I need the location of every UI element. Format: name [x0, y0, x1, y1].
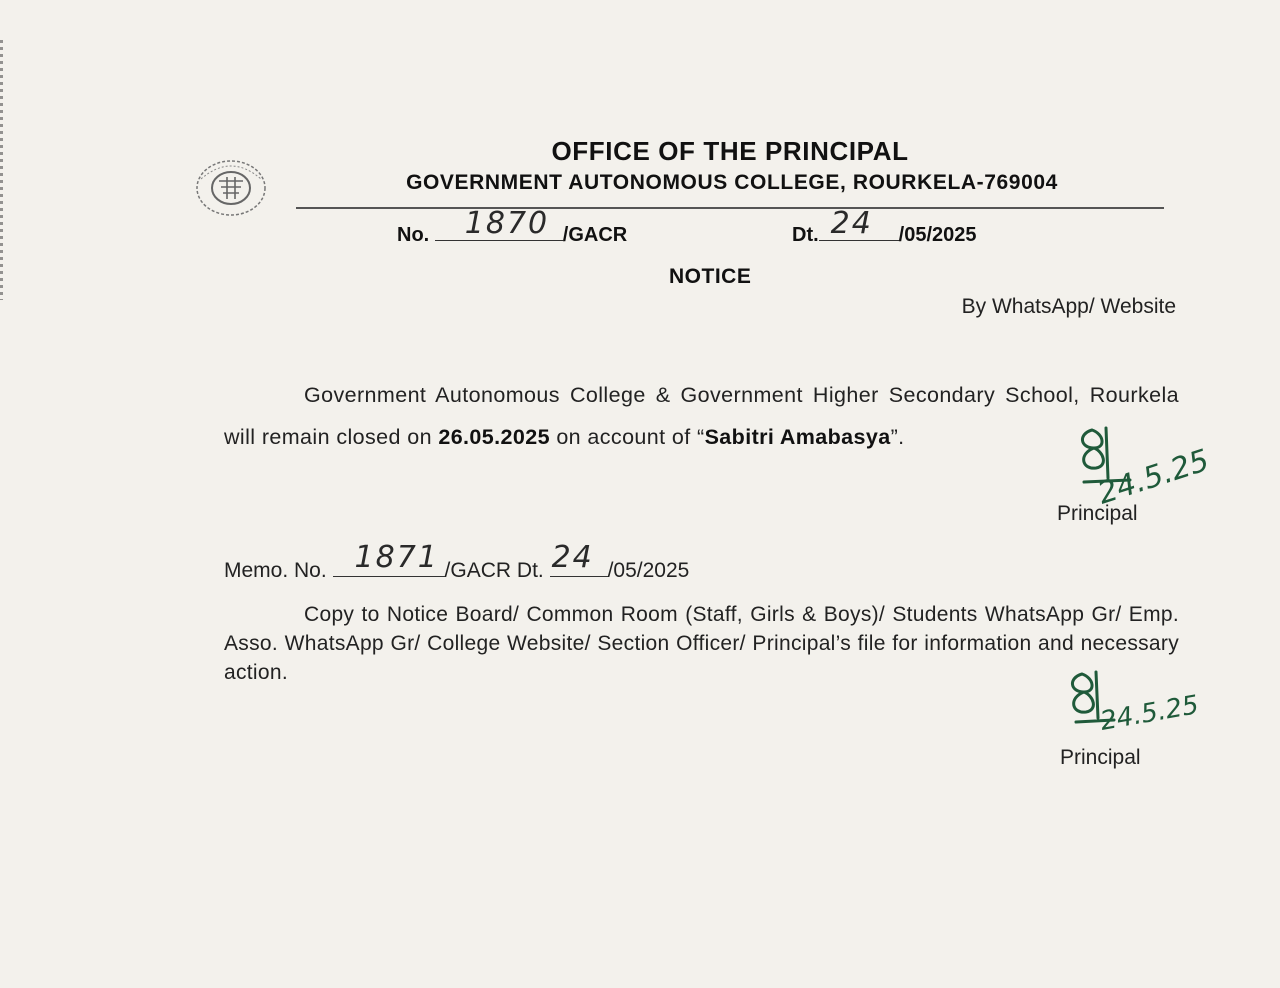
memo-date-blank — [550, 540, 608, 577]
reference-number-suffix: /GACR — [562, 224, 628, 246]
signature-date-2: 24.5.25 — [1098, 690, 1201, 737]
notice-text-part1: Government Autonomous College & Government Higher Secondary School, Rourkela will remain closed on — [224, 383, 1179, 449]
college-name: GOVERNMENT AUTONOMOUS COLLEGE, ROURKELA-769004 — [406, 171, 1058, 194]
handwritten-reference-number: 1870 — [464, 206, 550, 241]
dispatch-mode: By WhatsApp/ Website — [961, 295, 1176, 318]
reference-date — [792, 206, 977, 247]
reference-number-blank — [435, 206, 563, 241]
signature-date-1: 24.5.25 — [1093, 442, 1214, 512]
reference-date-suffix: /05/2025 — [898, 224, 977, 246]
memo-number-suffix: /GACR — [444, 559, 512, 582]
memo-label: Memo. No. — [224, 559, 327, 582]
handwritten-memo-date: 24 — [551, 540, 594, 575]
closure-date: 26.05.2025 — [438, 425, 550, 449]
notice-heading: NOTICE — [669, 265, 752, 288]
reference-number — [397, 206, 628, 247]
office-title: OFFICE OF THE PRINCIPAL — [551, 136, 909, 166]
notice-body — [224, 374, 1179, 458]
reference-date-label: Dt. — [792, 224, 819, 246]
page-edge — [0, 40, 3, 300]
signatory-label-2: Principal — [1060, 746, 1141, 769]
notice-text-part3: ”. — [890, 425, 905, 449]
signatory-label-1: Principal — [1057, 502, 1138, 525]
header-divider — [296, 207, 1164, 209]
reference-number-label: No. — [397, 224, 430, 246]
memo-copy-to-text: Copy to Notice Board/ Common Room (Staff, Girls & Boys)/ Students WhatsApp Gr/ Emp. Asso. WhatsApp Gr/ College Website/ Section Officer/ Principal’s file for information and necessary action. — [224, 603, 1179, 684]
memo-date-label: Dt. — [516, 559, 544, 582]
handwritten-reference-date: 24 — [830, 206, 873, 241]
memo-reference — [224, 540, 690, 583]
handwritten-memo-number: 1871 — [354, 540, 439, 575]
memo-date-suffix: /05/2025 — [607, 559, 690, 582]
memo-number-blank — [333, 540, 445, 577]
reference-date-blank — [819, 206, 899, 241]
principal-signature-2 — [1062, 660, 1222, 745]
notice-text-part2: on account of “ — [549, 425, 705, 449]
occasion-name: Sabitri Amabasya — [704, 425, 891, 449]
